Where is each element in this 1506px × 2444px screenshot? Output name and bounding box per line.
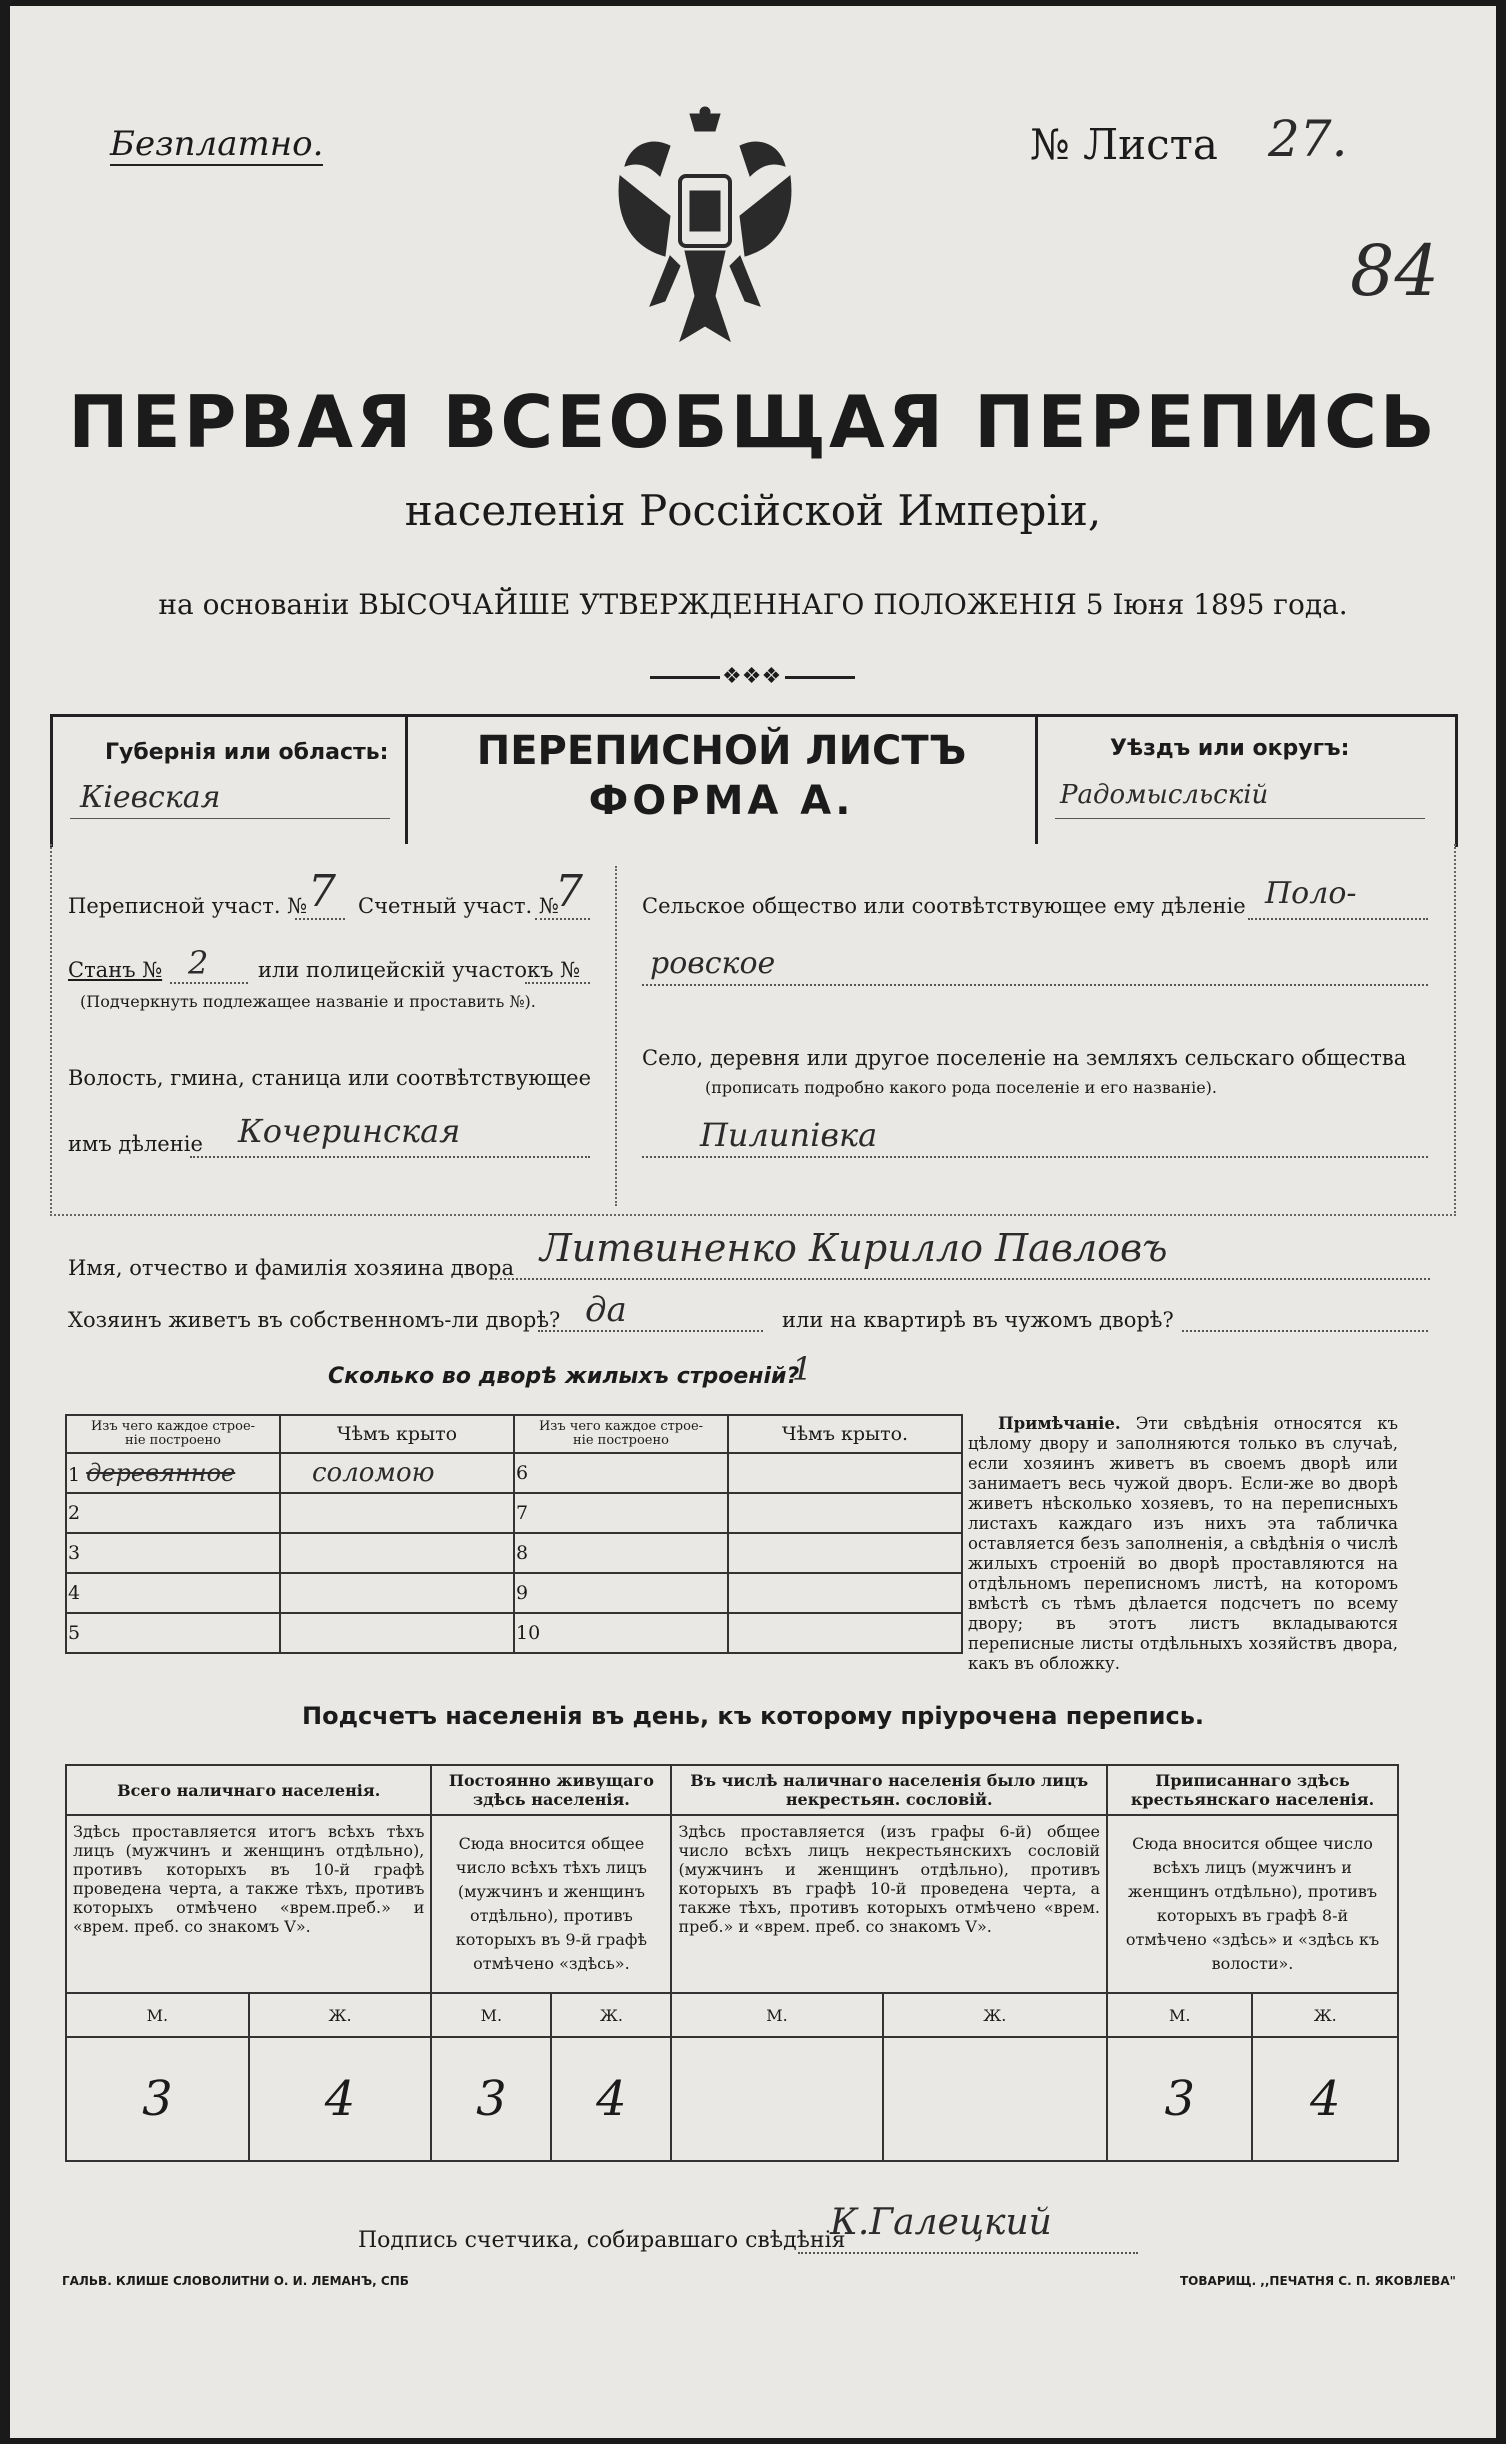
- col1-title: Всего наличнаго населенія.: [66, 1765, 431, 1815]
- value-col3-zh: [883, 2037, 1107, 2161]
- owner-name-line: [495, 1278, 1430, 1280]
- census-plot-line: [295, 918, 345, 920]
- row-5-roof: [280, 1613, 514, 1653]
- own-yard-value: да: [585, 1290, 627, 1330]
- note-block: [968, 1414, 1398, 1674]
- count-plot-label: Счетный участ. №: [358, 894, 559, 918]
- table-row: [66, 1493, 962, 1533]
- count-plot-value: 7: [555, 866, 583, 917]
- row-9-material: 9: [514, 1573, 728, 1613]
- value-col1-m: 3: [66, 2037, 249, 2161]
- value-col2-m: 3: [431, 2037, 551, 2161]
- col1-zh: Ж.: [249, 1993, 432, 2037]
- volost-line: [190, 1156, 590, 1158]
- row-9-roof: [728, 1573, 962, 1613]
- village-line: [642, 1156, 1428, 1158]
- stan-label: Станъ №: [68, 958, 163, 982]
- col1-desc: Здѣсь проставляется итогъ всѣхъ тѣхъ лицъ (мужчинъ и женщинъ отдѣльно), противъ которыхъ въ 10-й графѣ проведена черта, а также тѣхъ, противъ которыхъ отмѣчено «врем.преб.» и «врем. преб. со знакомъ V».: [66, 1815, 431, 1993]
- count-heading: Подсчетъ населенія въ день, къ которому пріурочена перепись.: [302, 1702, 1204, 1730]
- gub-label: Губернія или область:: [105, 740, 389, 765]
- buildings-label: Сколько во дворѣ жилыхъ строеній?: [328, 1364, 800, 1389]
- society-label: Сельское общество или соотвѣтствующее ему дѣленіе: [642, 894, 1246, 918]
- value-col2-zh: 4: [551, 2037, 671, 2161]
- society-line-2: [642, 984, 1428, 986]
- header-roof: Чѣмъ крыто: [280, 1415, 514, 1453]
- row-3-material: 3: [66, 1533, 280, 1573]
- rent-label: или на квартирѣ въ чужомъ дворѣ?: [782, 1308, 1174, 1332]
- buildings-value: 1: [792, 1350, 813, 1388]
- census-sheet: [10, 6, 1496, 2438]
- col2-desc: Сюда вносится общее число всѣхъ тѣхъ лицъ (мужчинъ и женщинъ отдѣльно), противъ которыхъ въ 9-й графѣ отмѣчено «здѣсь».: [431, 1815, 671, 1993]
- own-yard-line: [538, 1330, 763, 1332]
- census-plot-value: 7: [308, 866, 336, 917]
- row-6-material: 6: [514, 1453, 728, 1493]
- society-value-1: Поло-: [1265, 876, 1357, 911]
- volost-label-2: имъ дѣленіе: [68, 1132, 203, 1156]
- printer-left: ГАЛЬВ. КЛИШЕ СЛОВОЛИТНИ О. И. ЛЕМАНЪ, СПБ: [62, 2274, 409, 2288]
- col2-title: Постоянно живущаго здѣсь населенія.: [431, 1765, 671, 1815]
- location-divider: [615, 866, 617, 1206]
- ornament-line-left: [650, 676, 720, 679]
- form-subtitle: ФОРМА А.: [588, 778, 855, 824]
- header-material: Изъ чего каждое строе- ніе построено: [66, 1415, 280, 1453]
- village-note: (прописать подробно какого рода поселеніе и его названіе).: [705, 1078, 1217, 1097]
- row-8-roof: [728, 1533, 962, 1573]
- row-1-roof: [280, 1453, 514, 1493]
- society-line-1: [1248, 918, 1428, 920]
- row-3-roof: [280, 1533, 514, 1573]
- row-2-material: 2: [66, 1493, 280, 1533]
- row-7-material: 7: [514, 1493, 728, 1533]
- header-roof-2: Чѣмъ крыто.: [728, 1415, 962, 1453]
- uezd-label: Уѣздъ или округъ:: [1110, 736, 1350, 761]
- owner-name-value: Литвиненко Кирилло Павловъ: [540, 1226, 1168, 1270]
- note-text: Эти свѣдѣнія относятся къ цѣлому двору и заполняются только въ случаѣ, если хозяинъ живетъ въ своемъ дворѣ или занимаетъ весь чужой дворъ. Если-же во дворѣ живетъ нѣсколько хозяевъ, то на переписныхъ листахъ каждаго изъ нихъ эта табличка оставляется безъ заполненія, а свѣдѣнія о числѣ жилыхъ строеній во дворѣ проставляются на отдѣльномъ переписномъ листѣ, на которомъ вмѣстѣ съ тѣмъ дѣлается подсчетъ по всему двору; въ этотъ листъ вкладываются переписные листы отдѣльныхъ хозяйствъ двора, какъ въ обложку.: [968, 1414, 1398, 1673]
- census-plot-label: Переписной участ. №: [68, 894, 308, 918]
- volost-value: Кочеринская: [238, 1112, 461, 1150]
- free-label: Безплатно.: [110, 124, 324, 164]
- signature-value: К.Галецкий: [830, 2202, 1052, 2243]
- own-yard-label: Хозяинъ живетъ въ собственномъ-ли дворѣ?: [68, 1308, 561, 1332]
- row-1-material-value: деревянное: [86, 1459, 236, 1487]
- row-5-material: 5: [66, 1613, 280, 1653]
- volost-label: Волость, гмина, станица или соотвѣтствующее: [68, 1066, 592, 1090]
- village-label: Село, деревня или другое поселеніе на земляхъ сельскаго общества: [642, 1046, 1407, 1070]
- row-7-roof: [728, 1493, 962, 1533]
- row-4-material: 4: [66, 1573, 280, 1613]
- gub-value: Кіевская: [80, 780, 221, 815]
- col4-title: Приписаннаго здѣсь крестьянскаго населенія.: [1107, 1765, 1398, 1815]
- count-table: [65, 1764, 1399, 2162]
- row-6-roof: [728, 1453, 962, 1493]
- row-1-roof-value: соломою: [312, 1458, 435, 1488]
- signature-label: Подпись счетчика, собиравшаго свѣдѣнія: [358, 2228, 846, 2253]
- col1-m: М.: [66, 1993, 249, 2037]
- sheet-number-label: № Листа: [1030, 120, 1218, 169]
- stan-line: [170, 982, 248, 984]
- table-row: [66, 1613, 962, 1653]
- row-8-material: 8: [514, 1533, 728, 1573]
- gub-line: [70, 818, 390, 819]
- col2-zh: Ж.: [551, 1993, 671, 2037]
- note-underline: (Подчеркнуть подлежащее названіе и проставить №).: [80, 992, 536, 1011]
- value-col1-zh: 4: [249, 2037, 432, 2161]
- col4-m: М.: [1107, 1993, 1252, 2037]
- page-subtitle: населенія Россійской Имперіи,: [404, 486, 1102, 535]
- basis-line: на основаніи ВЫСОЧАЙШЕ УТВЕРЖДЕННАГО ПОЛОЖЕНІЯ 5 Іюня 1895 года.: [158, 588, 1348, 621]
- row-2-roof: [280, 1493, 514, 1533]
- uezd-value: Радомысльскій: [1060, 780, 1269, 810]
- signature-line: [798, 2252, 1138, 2254]
- table-row: [66, 1453, 962, 1493]
- uezd-line: [1055, 818, 1425, 819]
- row-10-roof: [728, 1613, 962, 1653]
- sheet-number-value: 27.: [1268, 110, 1348, 168]
- row-1-material: 1 деревянное: [66, 1453, 280, 1493]
- printer-right: ТОВАРИЩ. ,,ПЕЧАТНЯ С. П. ЯКОВЛЕВА": [1180, 2274, 1456, 2288]
- police-line: [525, 982, 590, 984]
- form-title: ПЕРЕПИСНОЙ ЛИСТЪ: [476, 728, 967, 774]
- col2-m: М.: [431, 1993, 551, 2037]
- col3-zh: Ж.: [883, 1993, 1107, 2037]
- society-value-2: ровское: [650, 946, 776, 981]
- page-title: ПЕРВАЯ ВСЕОБЩАЯ ПЕРЕПИСЬ: [68, 380, 1438, 464]
- ornament-line-right: [785, 676, 855, 679]
- row-4-roof: [280, 1573, 514, 1613]
- table-row: [66, 1573, 962, 1613]
- note-title: Примѣчаніе.: [998, 1414, 1121, 1433]
- buildings-table: [65, 1414, 963, 1654]
- header-material-2: Изъ чего каждое строе- ніе построено: [514, 1415, 728, 1453]
- double-headed-eagle-icon: [610, 106, 800, 356]
- table-row: [66, 1533, 962, 1573]
- value-col3-m: [671, 2037, 882, 2161]
- count-plot-line: [535, 918, 590, 920]
- col4-desc: Сюда вносится общее число всѣхъ лицъ (мужчинъ и женщинъ отдѣльно), противъ которыхъ въ графѣ 8-й отмѣчено «здѣсь» и «здѣсь къ волости».: [1107, 1815, 1398, 1993]
- owner-name-label: Имя, отчество и фамилія хозяина двора: [68, 1256, 515, 1280]
- ornament-icon: ❖❖❖: [722, 664, 782, 689]
- side-number: 84: [1350, 230, 1440, 312]
- police-label: или полицейскій участокъ №: [258, 958, 581, 982]
- row-10-material: 10: [514, 1613, 728, 1653]
- value-col4-m: 3: [1107, 2037, 1252, 2161]
- col3-m: М.: [671, 1993, 882, 2037]
- value-col4-zh: 4: [1252, 2037, 1398, 2161]
- form-box-divider-right: [1035, 714, 1038, 844]
- stan-value: 2: [188, 944, 209, 982]
- col4-zh: Ж.: [1252, 1993, 1398, 2037]
- col3-title: Въ числѣ наличнаго населенія было лицъ некрестьян. сословій.: [671, 1765, 1107, 1815]
- rent-line: [1182, 1330, 1428, 1332]
- col3-desc: Здѣсь проставляется (изъ графы 6-й) общее число всѣхъ лицъ некрестьянскихъ сословій (мужчинъ и женщинъ отдѣльно), противъ которыхъ въ графѣ 10-й проведена черта, а также тѣхъ, противъ которыхъ отмѣчено «врем. преб.» и «врем. преб. со знакомъ V».: [671, 1815, 1107, 1993]
- village-value: Пилипівка: [700, 1116, 878, 1154]
